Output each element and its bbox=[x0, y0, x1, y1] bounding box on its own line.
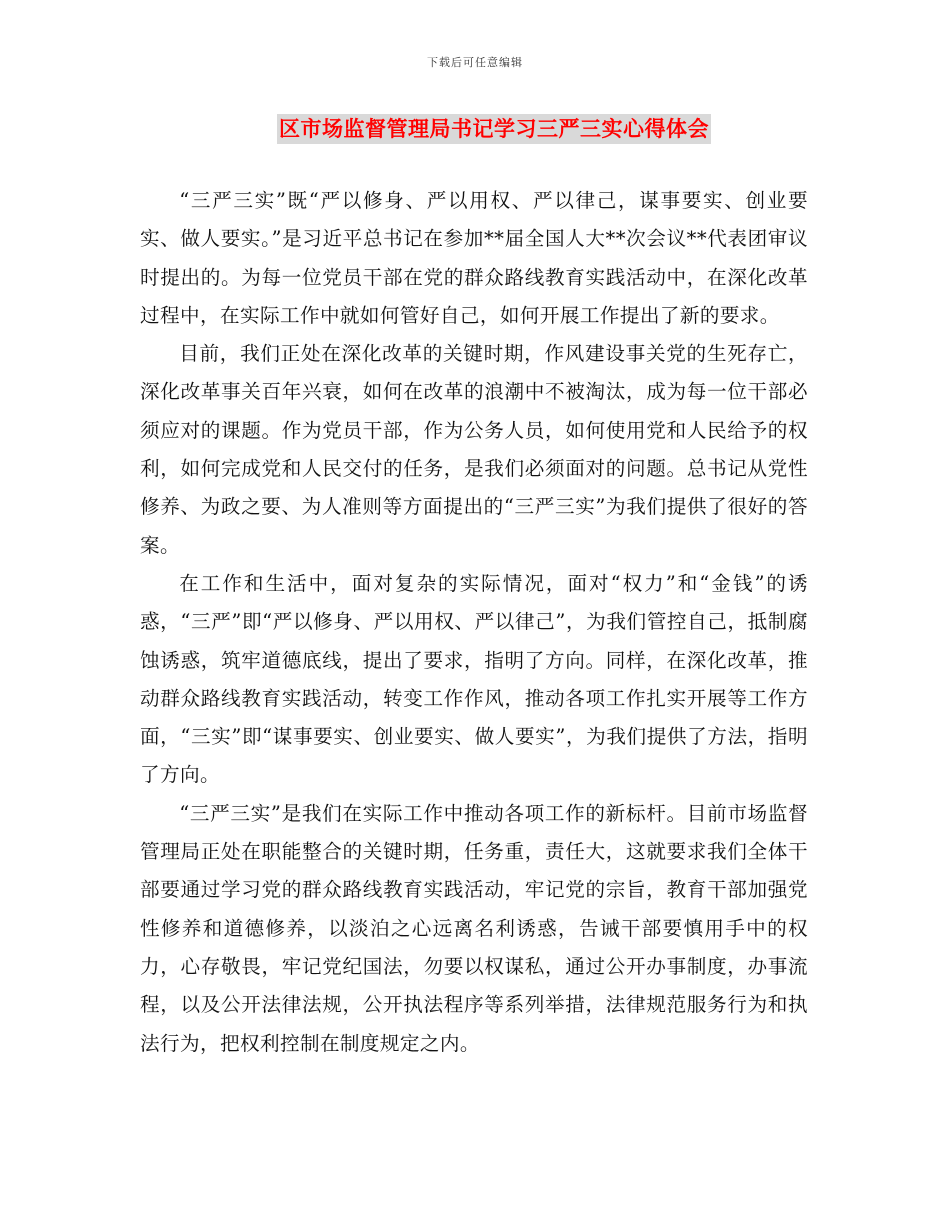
title-container bbox=[0, 114, 950, 144]
document-title: 区市场监督管理局书记学习三严三实心得体会 bbox=[277, 114, 711, 144]
paragraph-1: “三严三实”既“严以修身、严以用权、严以律己，谋事要实、创业要实、做人要实。”是习近平总书记在参加**届全国人大**次会议**代表团审议时提出的。为每一位党员干部在党的群众路线教育实践活动中，在深化改革过程中，在实际工作中就如何管好自己，如何开展工作提出了新的要求。 bbox=[140, 189, 808, 327]
paragraph-3: 在工作和生活中，面对复杂的实际情况，面对“权力”和“金钱”的诱惑，“三严”即“严以修身、严以用权、严以律己”，为我们管控自己，抵制腐蚀诱惑，筑牢道德底线，提出了要求，指明了方向。同样，在深化改革，推动群众路线教育实践活动，转变工作作风，推动各项工作扎实开展等工作方面，“三实”即“谋事要实、创业要实、做人要实”，为我们提供了方法，指明了方向。 bbox=[140, 571, 808, 787]
header-note: 下载后可任意编辑 bbox=[427, 56, 523, 69]
paragraph-2: 目前，我们正处在深化改革的关键时期，作风建设事关党的生死存亡，深化改革事关百年兴衰，如何在改革的浪潮中不被淘汰，成为每一位干部必须应对的课题。作为党员干部，作为公务人员，如何使用党和人民给予的权利，如何完成党和人民交付的任务，是我们必须面对的问题。总书记从党性修养、为政之要、为人准则等方面提出的“三严三实”为我们提供了很好的答案。 bbox=[140, 342, 808, 557]
paragraph-4: “三严三实”是我们在实际工作中推动各项工作的新标杆。目前市场监督管理局正处在职能整合的关键时期，任务重，责任大，这就要求我们全体干部要通过学习党的群众路线教育实践活动，牢记党的宗旨，教育干部加强党性修养和道德修养，以淡泊之心远离名利诱惑，告诫干部要慎用手中的权力，心存敬畏，牢记党纪国法，勿要以权谋私，通过公开办事制度，办事流程，以及公开法律法规，公开执法程序等系列举措，法律规范服务行为和执法行为，把权利控制在制度规定之内。 bbox=[140, 801, 808, 1055]
document-body bbox=[140, 182, 808, 1063]
